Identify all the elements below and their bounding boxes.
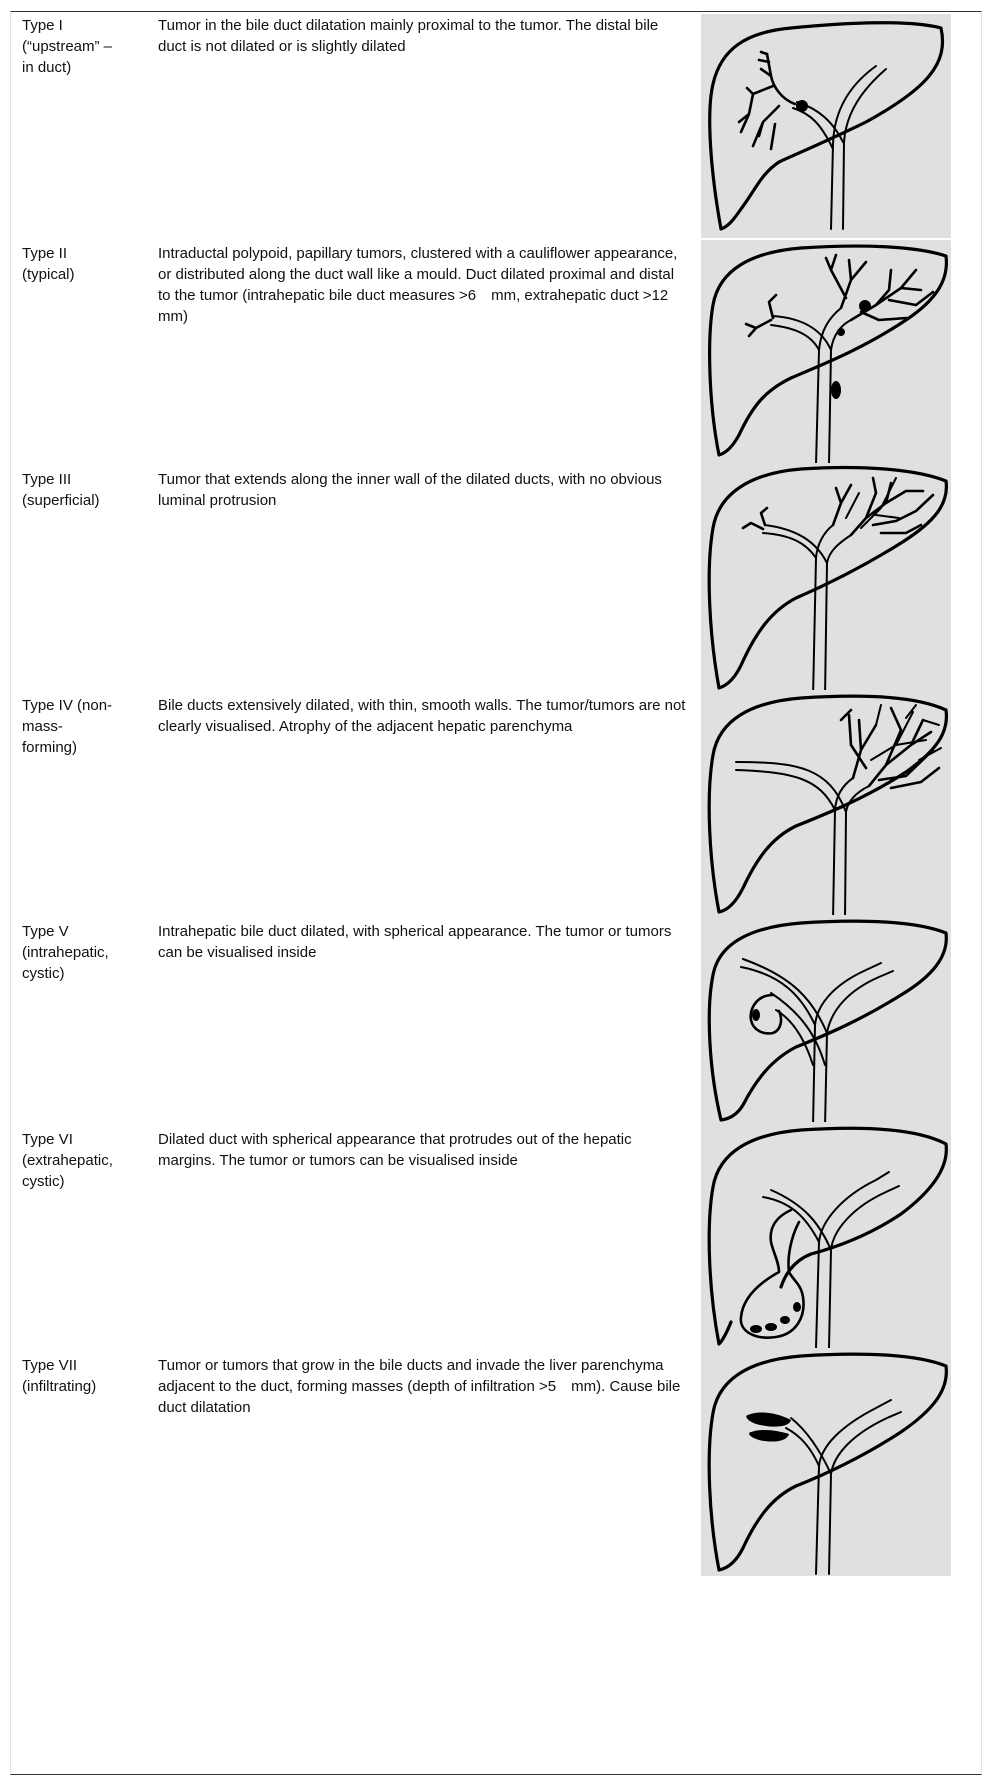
liver-diagram-icon bbox=[701, 1122, 951, 1350]
liver-diagram-icon bbox=[701, 463, 951, 699]
liver-diagram-icon bbox=[701, 14, 951, 238]
type-label: Type II (typical) bbox=[22, 245, 75, 283]
type-description: Dilated duct with spherical appearance that protrudes out of the hepatic margins. The tumor or tumors can be visualised inside bbox=[158, 1131, 632, 1169]
table-row bbox=[11, 1126, 981, 1352]
table-row bbox=[11, 918, 981, 1126]
type-description: Tumor that extends along the inner wall of the dilated ducts, with no obvious luminal protrusion bbox=[158, 471, 662, 509]
liver-diagram-icon bbox=[701, 915, 951, 1130]
type-description: Tumor in the bile duct dilatation mainly proximal to the tumor. The distal bile duct is not dilated or is slightly dilated bbox=[158, 17, 659, 55]
type-label: Type V (intrahepatic, cystic) bbox=[22, 923, 109, 982]
type-label: Type VII (infiltrating) bbox=[22, 1357, 97, 1395]
liver-diagram-icon bbox=[701, 1348, 951, 1576]
table-row bbox=[11, 1352, 981, 1572]
table-row bbox=[11, 12, 981, 240]
table-row bbox=[11, 692, 981, 918]
type-label: Type I (“upstream” – in duct) bbox=[22, 17, 113, 76]
liver-diagram-icon bbox=[701, 690, 951, 922]
table-row bbox=[11, 466, 981, 692]
type-label: Type III (superficial) bbox=[22, 471, 100, 509]
type-description: Intraductal polypoid, papillary tumors, clustered with a cauliflower appearance, or distributed along the duct wall like a mould. Duct dilated proximal and distal to the tumor (intrahepatic bile duct measures >6 mm, extrahepatic duct >12 mm) bbox=[158, 245, 684, 325]
type-description: Bile ducts extensively dilated, with thin, smooth walls. The tumor/tumors are not clearly visualised. Atrophy of the adjacent hepatic parenchyma bbox=[158, 697, 686, 735]
table-row bbox=[11, 240, 981, 466]
classification-table bbox=[10, 11, 982, 1775]
type-description: Tumor or tumors that grow in the bile ducts and invade the liver parenchyma adjacent to the duct, forming masses (depth of infiltration >5 mm). Cause bile duct dilatation bbox=[158, 1357, 681, 1416]
type-label: Type VI (extrahepatic, cystic) bbox=[22, 1131, 113, 1190]
type-description: Intrahepatic bile duct dilated, with spherical appearance. The tumor or tumors can be visualised inside bbox=[158, 923, 672, 961]
liver-diagram-icon bbox=[701, 240, 951, 467]
type-label: Type IV (non- mass- forming) bbox=[22, 697, 113, 756]
